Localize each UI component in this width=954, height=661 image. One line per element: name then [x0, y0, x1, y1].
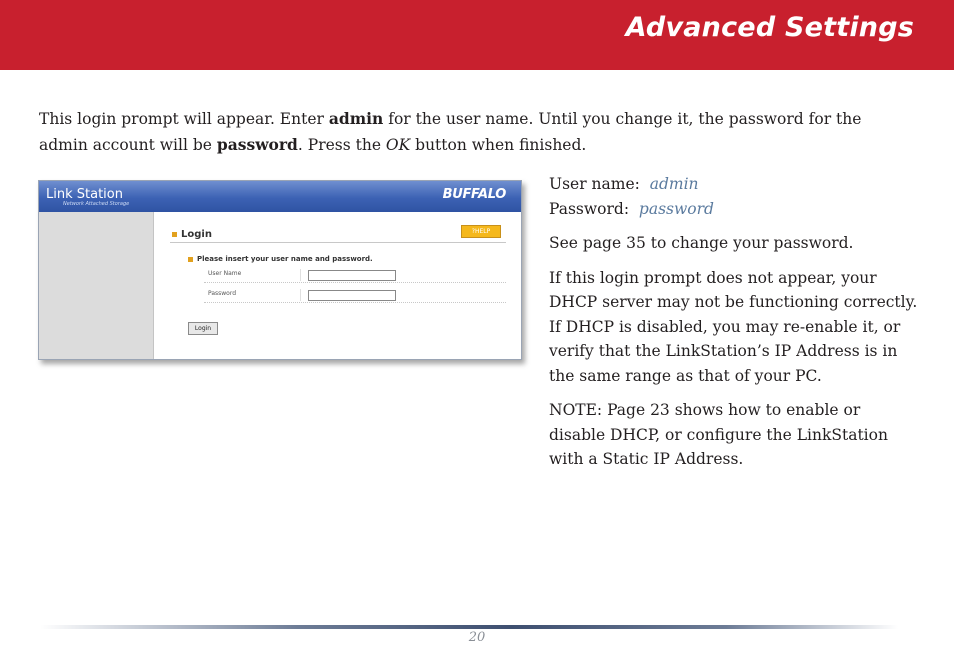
username-label: User Name: [208, 270, 242, 277]
intro-paragraph: [39, 106, 899, 158]
login-heading-text: Login: [181, 229, 212, 240]
intro-password: password: [216, 135, 298, 154]
bullet-icon: [188, 257, 193, 262]
linkstation-logo-subtitle: Network Attached Storage: [63, 201, 130, 207]
aside-column: [549, 172, 919, 482]
intro-text-4: button when finished.: [410, 136, 587, 154]
login-button[interactable]: Login: [188, 322, 218, 335]
credentials: [549, 172, 919, 221]
field-separator: [300, 269, 301, 281]
login-heading: [172, 229, 212, 240]
intro-text-1: This login prompt will appear. Enter: [39, 110, 329, 128]
login-divider: [170, 242, 506, 243]
header-banner: [0, 0, 954, 70]
dhcp-note: If this login prompt does not appear, your DHCP server may not be functioning correctly. If DHCP is disabled, you may re-enable it, or verify that the LinkStation’s IP Address is in the same range as that of your PC.: [549, 268, 918, 385]
intro-text-2: for the user name. Until you change it, the password for the admin account will be: [39, 110, 862, 154]
password-value: password: [638, 199, 714, 218]
intro-text-3: . Press the: [297, 136, 386, 154]
username-row: [204, 267, 506, 283]
see-page-note: See page 35 to change your password.: [549, 234, 854, 252]
password-label-text: Password:: [549, 199, 630, 218]
login-screenshot: [38, 180, 522, 360]
page-number: 20: [468, 630, 486, 645]
screenshot-sidebar: [39, 212, 154, 359]
help-button[interactable]: ?HELP: [461, 225, 501, 238]
screenshot-main: [154, 212, 521, 359]
static-ip-note: NOTE: Page 23 shows how to enable or disable DHCP, or configure the LinkStation with a Static IP Address.: [549, 401, 888, 468]
intro-admin: admin: [328, 109, 384, 128]
linkstation-logo: Link Station: [46, 187, 123, 202]
user-name-label: User name:: [549, 175, 640, 193]
intro-ok: OK: [385, 136, 411, 154]
login-prompt-text: Please insert your user name and password.: [197, 255, 373, 263]
password-row: [204, 287, 506, 303]
bullet-icon: [172, 232, 177, 237]
user-name-value: admin: [649, 175, 699, 193]
password-label: Password: [208, 290, 237, 297]
field-separator: [300, 289, 301, 301]
screenshot-header: [39, 181, 521, 212]
footer-divider: [40, 625, 898, 629]
page-title: Advanced Settings: [625, 12, 914, 43]
username-input[interactable]: [308, 270, 396, 281]
password-input[interactable]: [308, 290, 396, 301]
buffalo-logo: BUFFALO: [442, 187, 506, 202]
login-prompt: [188, 255, 373, 263]
